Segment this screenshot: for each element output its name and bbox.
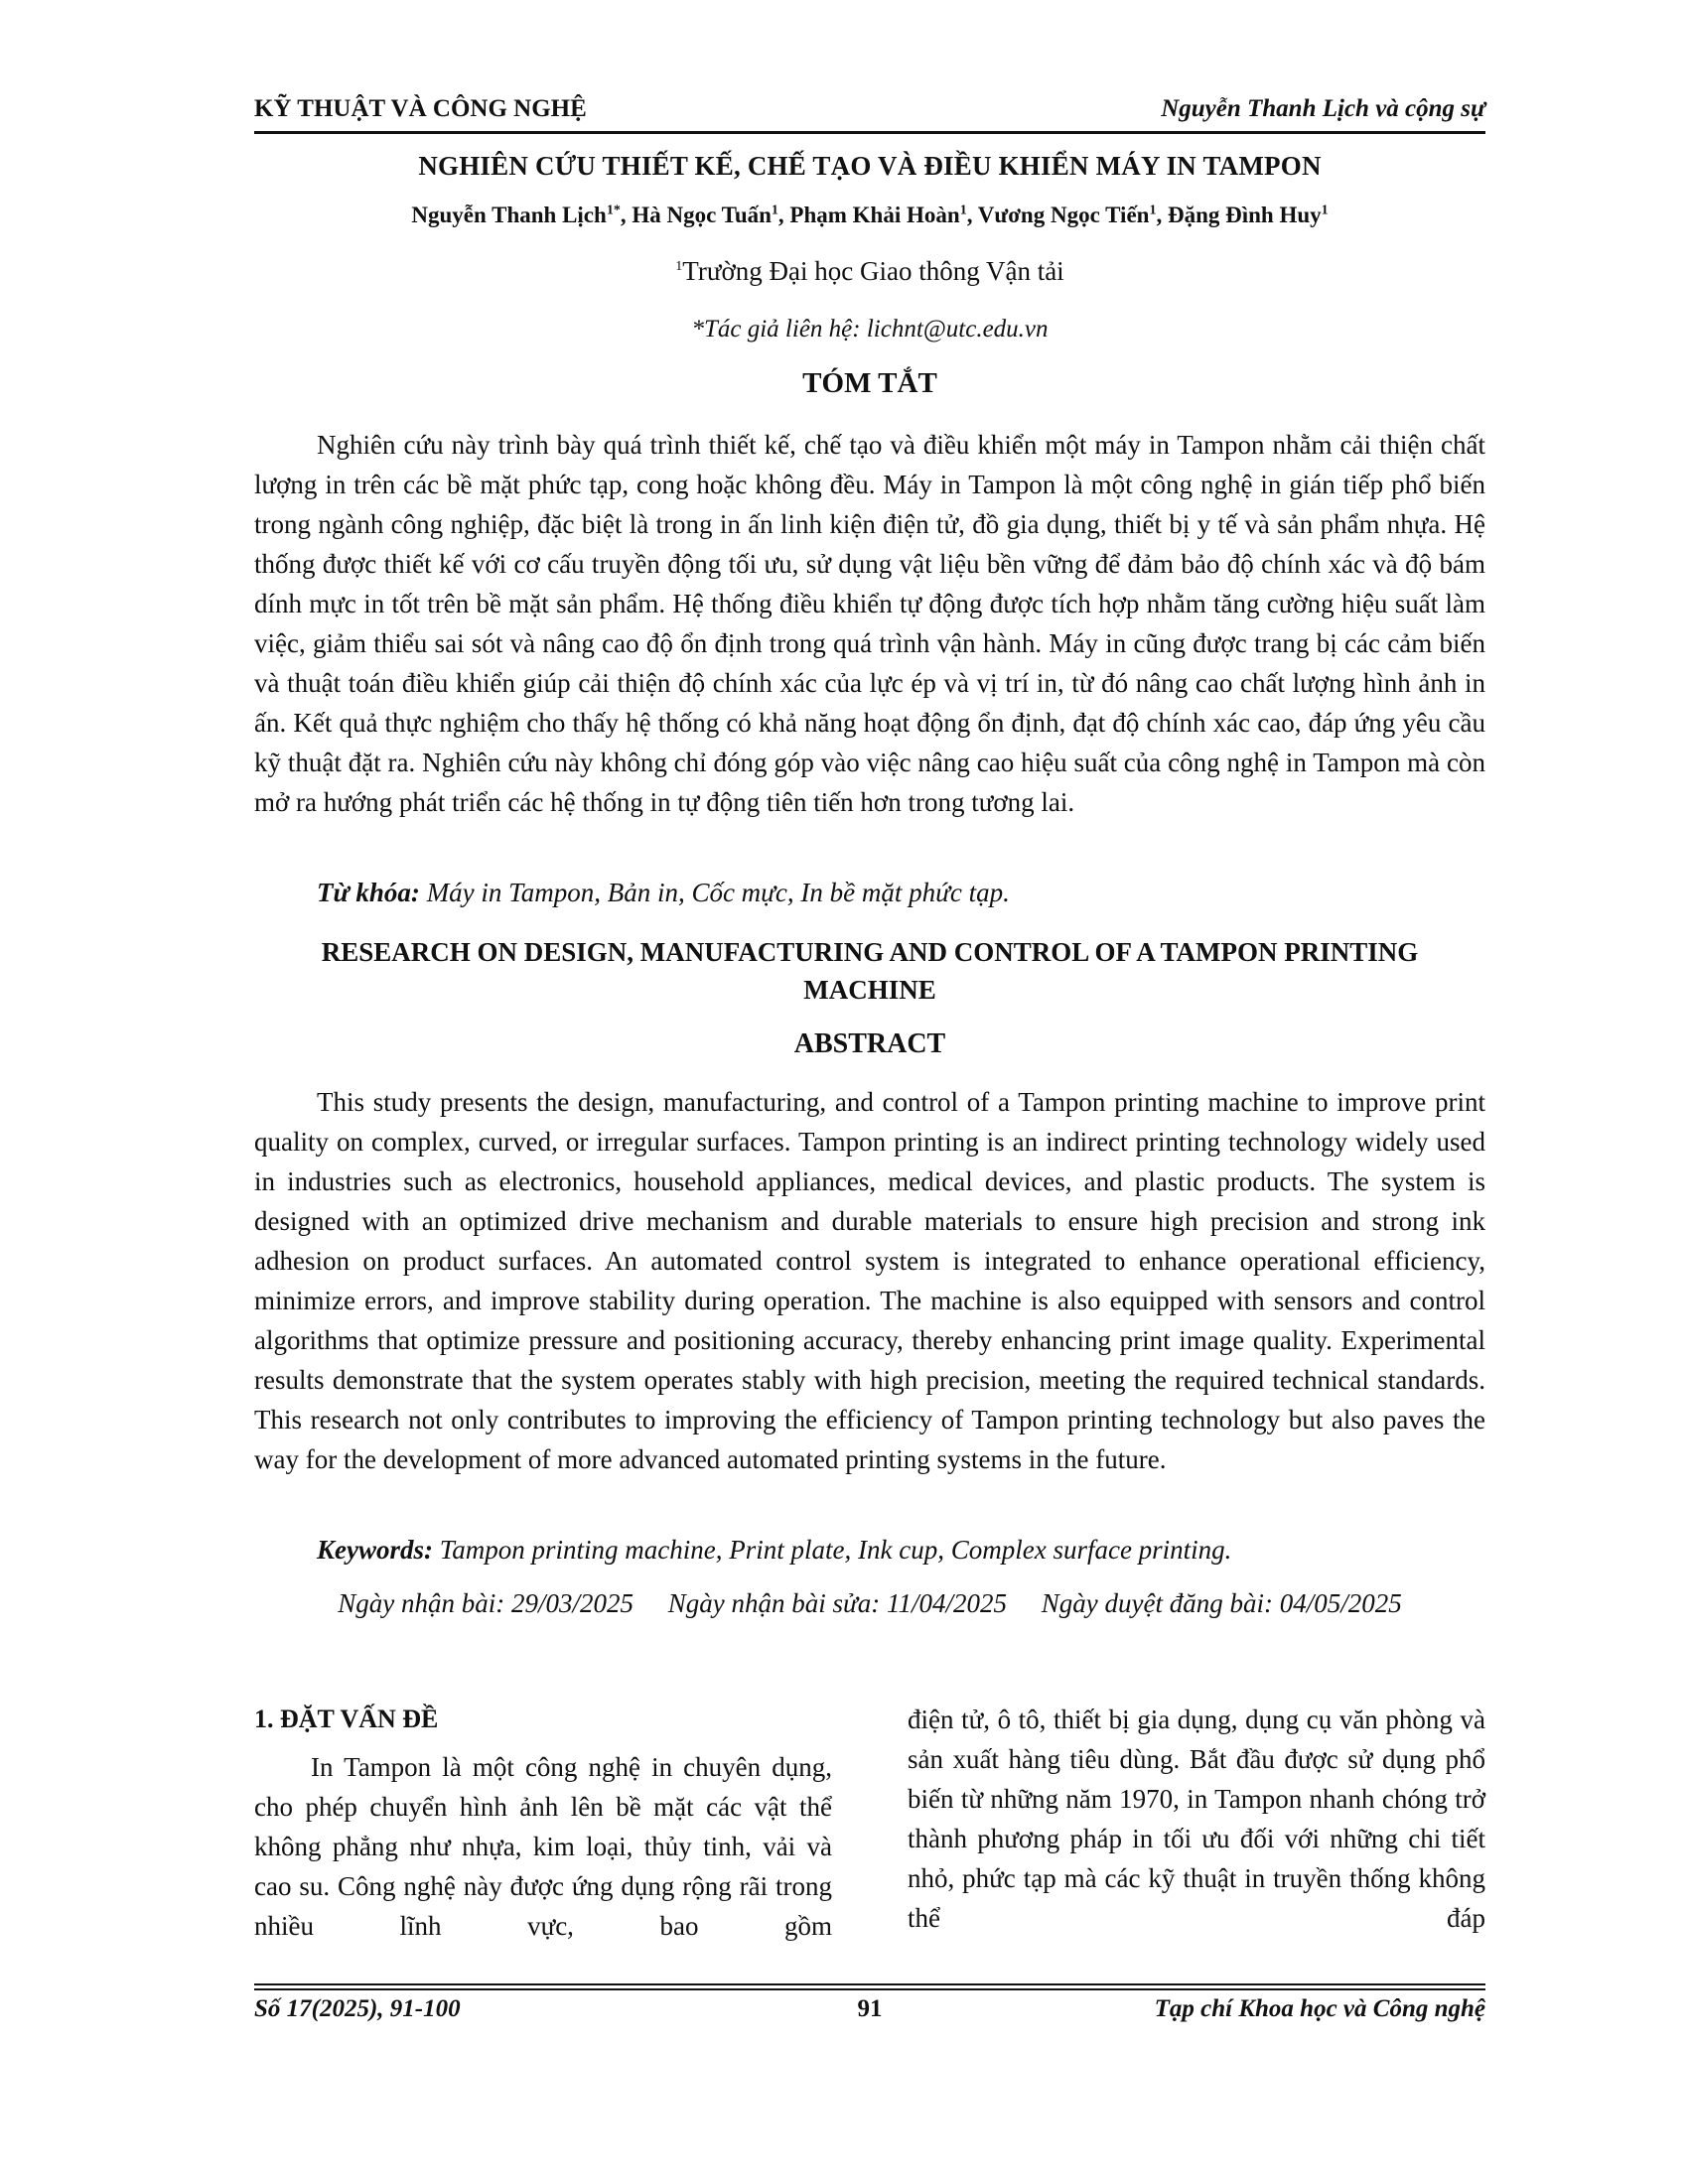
paper-title-en: RESEARCH ON DESIGN, MANUFACTURING AND CONTROL OF A TAMPON PRINTING MACHINE	[321, 937, 1419, 1005]
date-accepted: Ngày duyệt đăng bài: 04/05/2025	[1041, 1588, 1402, 1618]
keywords-text-vi: Máy in Tampon, Bản in, Cốc mực, In bề mặt phức tạp.	[426, 878, 1010, 907]
author-affil-mark: 1	[959, 203, 967, 218]
author-affil-mark: 1*	[606, 203, 621, 218]
date-received: Ngày nhận bài: 29/03/2025	[338, 1588, 634, 1618]
body-column-right	[908, 1700, 1485, 1938]
affiliation-mark: 1	[675, 259, 683, 274]
running-authors: Nguyễn Thanh Lịch và cộng sự	[1161, 95, 1485, 122]
journal-section-label: KỸ THUẬT VÀ CÔNG NGHỆ	[254, 95, 587, 122]
body-column-left	[254, 1700, 832, 1946]
footer-divider	[254, 1983, 1485, 1985]
journal-name: Tạp chí Khoa học và Công nghệ	[1154, 1995, 1485, 2022]
affiliation	[254, 256, 1485, 287]
author-name: Nguyễn Thanh Lịch	[411, 203, 607, 227]
publication-dates	[254, 1588, 1485, 1619]
body-paragraph: In Tampon là một công nghệ in chuyên dụng, cho phép chuyển hình ảnh lên bề mặt các vật thể không phẳng như nhựa, kim loại, thủy tinh, vải và cao su. Công nghệ này được ứng dụng rộng rãi trong nhiều lĩnh vực, bao gồm	[254, 1752, 832, 1941]
author-list: Nguyễn Thanh Lịch$^{1*}$, Hà Ngọc Tuấn$^1$, Phạm Khải Hoàn$^1$, Vương Ngọc Tiến$^1$, Đặng Đình Huy$^1$	[411, 203, 1329, 227]
author-affil-mark: 1	[1321, 203, 1329, 218]
abstract-body-vi: Nghiên cứu này trình bày quá trình thiết kế, chế tạo và điều khiển một máy in Tampon nhằm cải thiện chất lượng in trên các bề mặt phức tạp, cong hoặc không đều. Máy in Tampon là một công nghệ in gián tiếp phổ biến trong ngành công nghiệp, đặc biệt là trong in ấn linh kiện điện tử, đồ gia dụng, thiết bị y tế và sản phẩm nhựa. Hệ thống được thiết kế với cơ cấu truyền động tối ưu, sử dụng vật liệu bền vững để đảm bảo độ chính xác và độ bám dính mực in tốt trên bề mặt sản phẩm. Hệ thống điều khiển tự động được tích hợp nhằm tăng cường hiệu suất làm việc, giảm thiểu sai sót và nâng cao độ ổn định trong quá trình vận hành. Máy in cũng được trang bị các cảm biến và thuật toán điều khiển giúp cải thiện độ chính xác của lực ép và vị trí in, từ đó nâng cao chất lượng hình ảnh in ấn. Kết quả thực nghiệm cho thấy hệ thống có khả năng hoạt động ổn định, đạt độ chính xác cao, đáp ứng yêu cầu kỹ thuật đặt ra. Nghiên cứu này không chỉ đóng góp vào việc nâng cao hiệu suất của công nghệ in Tampon mà còn mở ra hướng phát triển các hệ thống in tự động tiên tiến hơn trong tương lai.	[254, 430, 1485, 817]
running-header	[254, 95, 1485, 131]
keywords-label-vi: Từ khóa:	[317, 878, 420, 907]
abstract-heading-vi: TÓM TẮT	[802, 367, 937, 399]
page-footer	[254, 1995, 1485, 2031]
author-name: Vương Ngọc Tiến	[977, 203, 1150, 227]
author-name: Hà Ngọc Tuấn	[632, 203, 772, 227]
abstract-heading-en: ABSTRACT	[793, 1028, 946, 1059]
corresponding-author: *Tác giả liên hệ: lichnt@utc.edu.vn	[691, 316, 1049, 342]
author-affil-mark: 1	[771, 203, 778, 218]
section-heading: 1. ĐẶT VẤN ĐỀ	[254, 1705, 439, 1733]
keywords-en	[317, 1535, 1485, 1566]
body-paragraph: điện tử, ô tô, thiết bị gia dụng, dụng cụ văn phòng và sản xuất hàng tiêu dùng. Bắt đầu được sử dụng phổ biến từ những năm 1970, in Tampon nhanh chóng trở thành phương pháp in tối ưu đối với những chi tiết nhỏ, phức tạp mà các kỹ thuật in truyền thống không thể đáp	[908, 1705, 1485, 1933]
page-number: 91	[857, 1995, 883, 2022]
keywords-text-en: Tampon printing machine, Print plate, Ink cup, Complex surface printing.	[439, 1535, 1232, 1565]
date-revised: Ngày nhận bài sửa: 11/04/2025	[667, 1588, 1007, 1618]
keywords-vi	[317, 878, 1485, 908]
affiliation-name: Trường Đại học Giao thông Vận tải	[682, 256, 1064, 286]
author-affil-mark: 1	[1149, 203, 1157, 218]
keywords-label-en: Keywords:	[317, 1535, 433, 1565]
paper-title-vi: NGHIÊN CỨU THIẾT KẾ, CHẾ TẠO VÀ ĐIỀU KHIỂN MÁY IN TAMPON	[418, 151, 1322, 181]
abstract-body-en: This study presents the design, manufacturing, and control of a Tampon printing machine to improve print quality on complex, curved, or irregular surfaces. Tampon printing is an indirect printing technology widely used in industries such as electronics, household appliances, medical devices, and plastic products. The system is designed with an optimized drive mechanism and durable materials to ensure high precision and strong ink adhesion on product surfaces. An automated control system is integrated to enhance operational efficiency, minimize errors, and improve stability during operation. The machine is also equipped with sensors and control algorithms that optimize pressure and positioning accuracy, thereby enhancing print image quality. Experimental results demonstrate that the system operates stably with high precision, meeting the required technical standards. This research not only contributes to improving the efficiency of Tampon printing technology but also paves the way for the development of more advanced automated printing systems in the future.	[254, 1087, 1485, 1474]
footer-divider	[254, 1988, 1485, 1990]
author-name: Đặng Đình Huy	[1167, 203, 1322, 227]
issue-info: Số 17(2025), 91-100	[254, 1995, 461, 2022]
author-name: Phạm Khải Hoàn	[789, 203, 960, 227]
header-divider	[254, 131, 1485, 134]
